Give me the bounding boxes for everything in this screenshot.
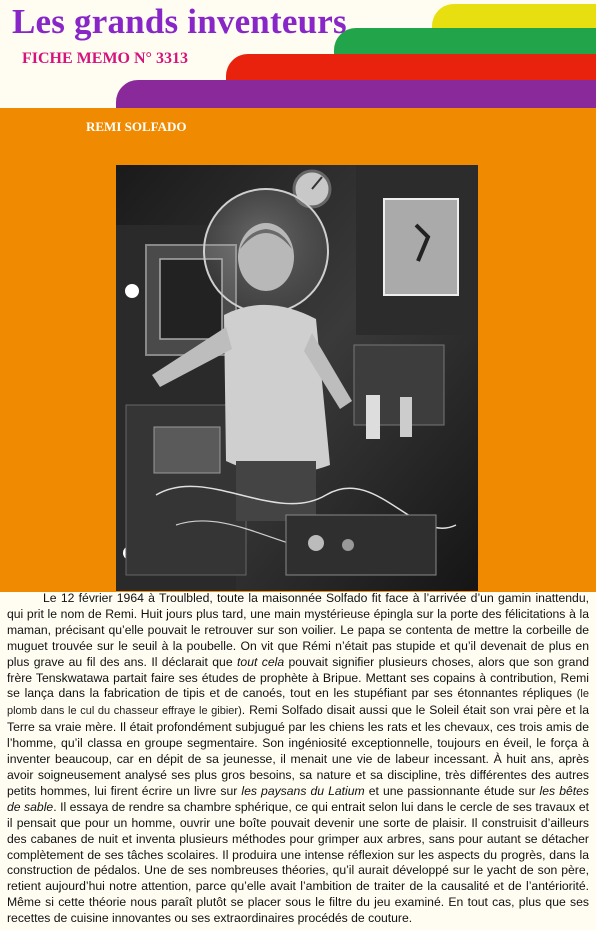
memo-number: FICHE MEMO N° 3313 (22, 50, 188, 67)
biography-part-5: . Il essaya de rendre sa chambre sphérique, ce qui entrait selon lui dans le cercle de ses travaux et il pensait que pour un homme, ouvrir une boîte pouvait devenir une sorte de plaisir. Il construisit d’ailleurs des cabanes de nuit et inventa plusieurs méthodes pour grimper aux arbres, sans pour autant se détacher complètement de ses tâches scolaires. Il produira une intense réflexion sur les aspects du progrès, dans la construction de pédalos. Une de ses nombreuses théories, qu’il aurait développé sur le yacht de son père, retient aujourd’hui notre attention, parce qu’elle avait l’ambition de traiter de la causalité et de l’antériorité. Même si cette théorie nous paraît plutôt se placer sous le filtre du jeu examiné. En tout cas, plus que ses recettes de cuisine innovantes ou ses extraordinaires procédés de couture. (7, 799, 589, 926)
biography-aside-note: (le plomb dans le cul du chasseur effraye le gibier) (7, 688, 589, 718)
italic-phrase-tout-cela: tout cela (237, 654, 285, 669)
page-title: Les grands inventeurs (12, 2, 347, 41)
book-title-paysans: les paysans du Latium (241, 783, 365, 798)
biography-part-3: . Remi Solfado disait aussi que le Soleil était son vrai père et la Terre sa vraie mère. Il était profondément subjugué par les chiens les rats et les chevaux, ces trois amis de l’homme, qu’il classa en groupe segmentaire. Son ingéniosité exceptionnelle, toujours en éveil, le força à inventer beaucoup, car en dépit de sa jeunesse, il menait une vie de labeur incessant. À huit ans, après avoir soigneusement analysé ses plus gros besoins, sa nature et sa discipline, très différentes des autres petits hommes, lui firent écrire un livre sur (7, 703, 590, 798)
study-title-betes: les bêtes de sable (7, 783, 590, 814)
biography-text (7, 591, 589, 927)
biography-part-2: pouvait signifier plusieurs choses, alors que son grand frère Tenskwatawa partait faire ses études de prophète à Bripue. Mettant ses copains à contribution, Remi se lança dans la fabrication de tipis et de canoés, tout en les stupéfiant par ses étonnantes répliques (7, 654, 590, 701)
inventor-name: REMI SOLFADO (86, 119, 187, 134)
biography-part-1: Le 12 février 1964 à Troulbled, toute la maisonnée Solfado fit face à l’arrivée d’un gamin inattendu, qui prit le nom de Remi. Huit jours plus tard, une main mystérieuse épingla sur la porte des félicitations à la maman, précisant qu’elle pouvait le retrouver sur son voilier. Le papa se contenta de mettre la corbeille de muguet trouvée sur le seuil à la poubelle. On vit que Rémi n’était pas stupide et qu’il devenait de plus en plus grave au fil des ans. Il déclarait que (7, 591, 589, 669)
biography-part-4: et une passionnante étude sur (364, 783, 540, 798)
inventor-photo (116, 165, 478, 591)
